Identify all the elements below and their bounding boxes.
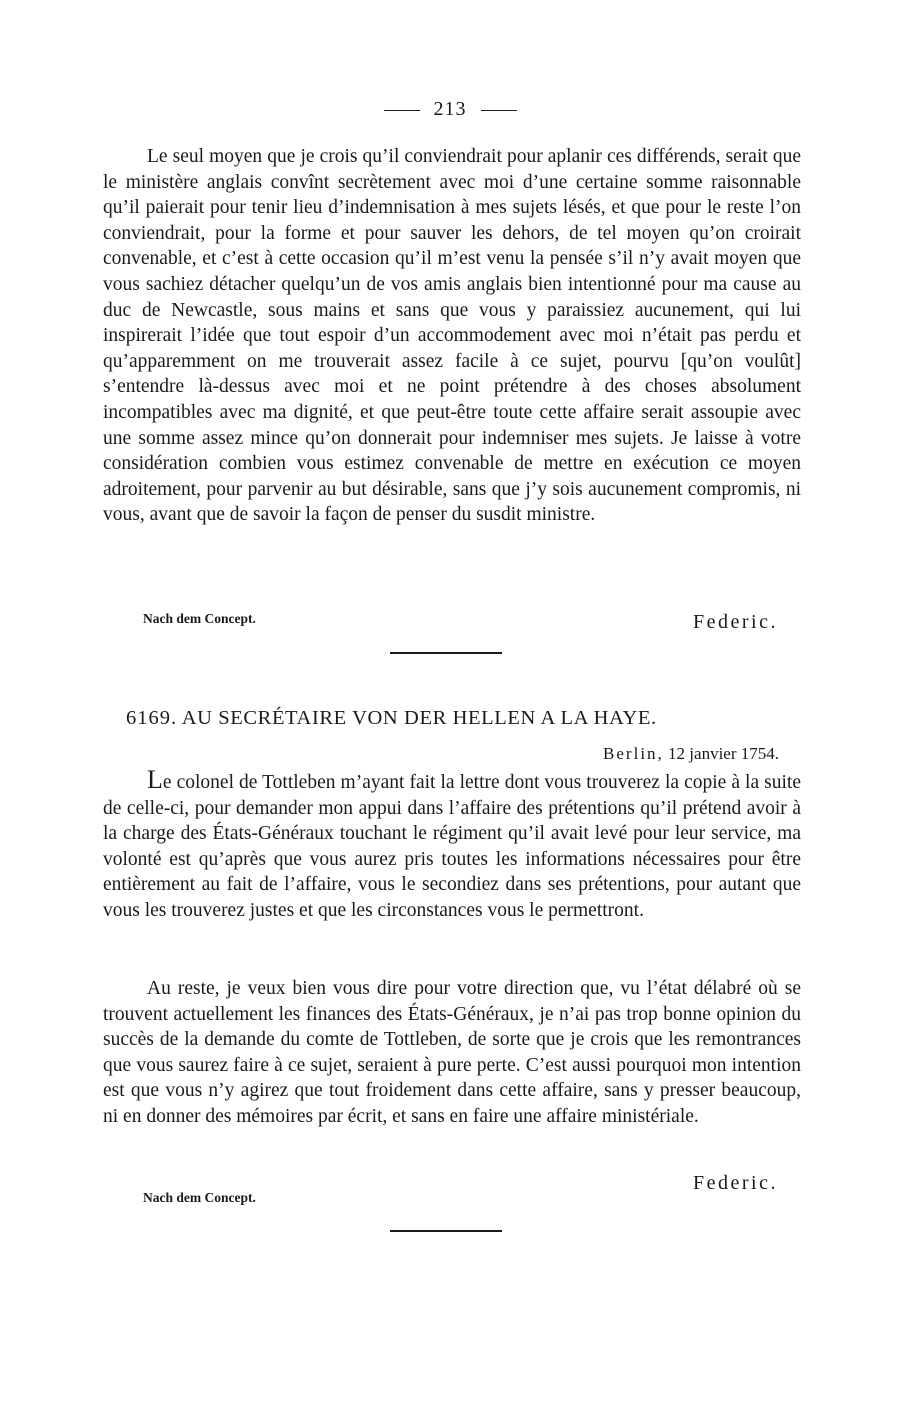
- letter-paragraph-1: [103, 765, 801, 924]
- page-number-text: 213: [433, 98, 467, 120]
- letter-number: 6169.: [126, 707, 178, 729]
- letter-title: AU SECRÉTAIRE VON DER HELLEN A LA HAYE.: [181, 707, 657, 729]
- letter-paragraph-2: Au reste, je veux bien vous dire pour votre direction que, vu l’état délabré où se trouvent actuellement les finances des États-Généraux, je n’ai pas trop bonne opinion du succès de la demande du comte de Tottleben, de sorte que je crois que les remontrances que vous saurez faire à ce sujet, seraient à pure perte. C’est aussi pourquoi mon intention est que vous n’y agirez que tout froidement dans cette affaire, sans y presser beaucoup, ni en donner des mémoires par écrit, et sans en faire une affaire ministériale.: [103, 978, 801, 1127]
- previous-letter-paragraph: Le seul moyen que je crois qu’il conviendrait pour aplanir ces différends, serait que le ministère anglais convînt secrètement avec moi d’une certaine somme raisonnable qu’il paierait pour tenir lieu d’indemnisation à mes sujets lésés, et que pour le reste l’on conviendrait, pour la forme et pour sauver les dehors, de tel moyen qu’on croirait convenable, et c’est à cette occasion qu’il m’est venu la pensée s’il n’y avait moyen que vous sachiez détacher quelqu’un de vos amis anglais bien intentionné pour ma cause au duc de Newcastle, sous mains et sans que vous y paraissiez aucunement, qui lui inspirerait l’idée que tout espoir d’un accommodement avec moi n’était pas perdu et qu’apparemment on me trouverait assez facile à ce sujet, pourvu [qu’on voulût] s’entendre là-dessus avec moi et ne point prétendre à des choses absolument incompatibles avec ma dignité, et que peut-être toute cette affaire serait assoupie avec une somme assez mince qu’on donnerait pour indemniser mes sujets. Je laisse à votre considération combien vous estimez convenable de mettre en exécution ce moyen adroitement, pour parvenir au but désirable, sans que j’y sois aucunement compromis, ni vous, avant que de savoir la façon de penser du susdit ministre.: [103, 146, 801, 526]
- letter-place: Berlin,: [603, 744, 664, 763]
- section-divider: [390, 652, 502, 654]
- letter-paragraph-1-text: e colonel de Tottleben m’ayant fait la lettre dont vous trouverez la copie à la suite de celle-ci, pour demander mon appui dans l’affaire des prétentions qu’il prétend avoir à la charge des États-Généraux touchant le régiment qu’il avait levé pour leur service, ma volonté est qu’après que vous aurez pris toutes les informations nécessaires pour être entièrement au fait de l’affaire, vous le secondiez dans ses prétentions, pour autant que vous les trouverez justes et que les circonstances vous le permettront.: [103, 772, 801, 921]
- page-number: [0, 98, 900, 121]
- end-divider: [390, 1230, 502, 1232]
- page-number-rule-left: [384, 110, 420, 111]
- letter-heading: [126, 707, 826, 730]
- letter-dateline: [603, 744, 779, 764]
- page-number-rule-right: [481, 110, 517, 111]
- letter-paragraph-1-initial: L: [147, 765, 163, 794]
- letter-date: 12 janvier 1754.: [668, 744, 779, 763]
- letter-source: Nach dem Concept.: [143, 1190, 256, 1205]
- previous-letter-signature: Federic.: [693, 611, 778, 633]
- letter-signature: Federic.: [693, 1172, 778, 1194]
- previous-letter-source: Nach dem Concept.: [143, 611, 256, 626]
